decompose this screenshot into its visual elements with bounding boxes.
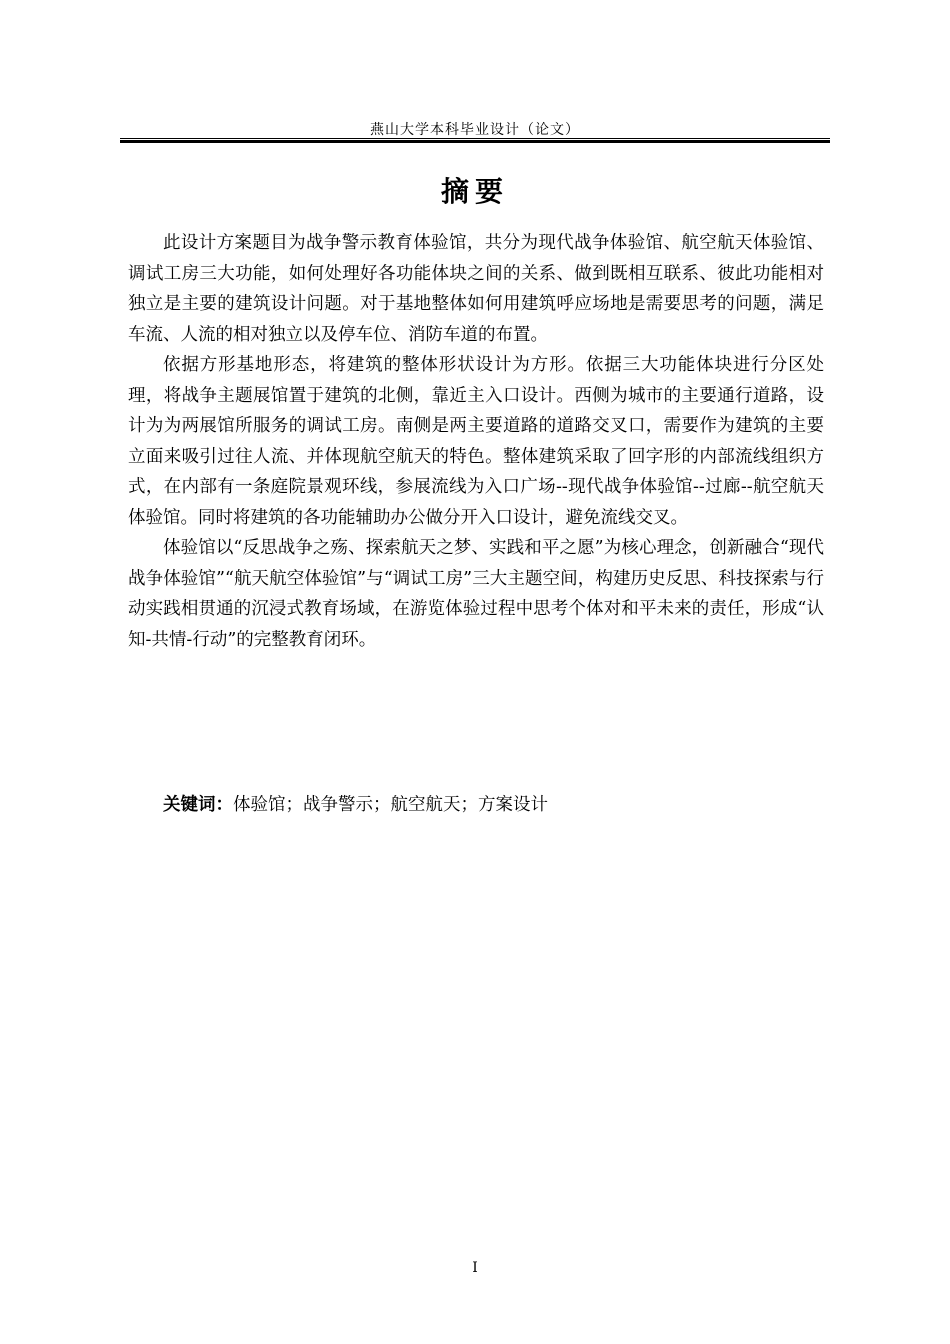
abstract-paragraph-1: 此设计方案题目为战争警示教育体验馆，共分为现代战争体验馆、航空航天体验馆、调试工房三大功能，如何处理好各功能体块之间的关系、做到既相互联系、彼此功能相对独立是主要的建筑设计问题。对于基地整体如何用建筑呼应场地是需要思考的问题，满足车流、人流的相对独立以及停车位、消防车道的布置。 xyxy=(128,233,824,345)
running-header: 燕山大学本科毕业设计（论文） xyxy=(370,122,580,138)
keywords-line xyxy=(163,790,548,820)
header-rule-thick xyxy=(120,140,830,143)
abstract-paragraph-2: 依据方形基地形态，将建筑的整体形状设计为方形。依据三大功能体块进行分区处理，将战争主题展馆置于建筑的北侧，靠近主入口设计。西侧为城市的主要通行道路，设计为为两展馆所服务的调试工房。南侧是两主要道路的道路交叉口，需要作为建筑的主要立面来吸引过往人流、并体现航空航天的特色。整体建筑采取了回字形的内部流线组织方式，在内部有一条庭院景观环线，参展流线为入口广场--现代战争体验馆--过廊--航空航天体验馆。同时将建筑的各功能辅助办公做分开入口设计，避免流线交叉。 xyxy=(128,355,824,528)
abstract-title: 摘要 xyxy=(440,175,509,208)
abstract-body xyxy=(128,228,824,655)
keywords-value: 体验馆；战争警示；航空航天；方案设计 xyxy=(233,795,548,815)
page-number: I xyxy=(472,1260,478,1276)
abstract-paragraph-3: 体验馆以“反思战争之殇、探索航天之梦、实践和平之愿”为核心理念，创新融合“现代战争体验馆”“航天航空体验馆”与“调试工房”三大主题空间，构建历史反思、科技探索与行动实践相贯通的沉浸式教育场域，在游览体验过程中思考个体对和平未来的责任，形成“认知-共情-行动”的完整教育闭环。 xyxy=(128,538,824,650)
keywords-label: 关键词： xyxy=(163,795,233,815)
header-rule-thin xyxy=(120,138,830,139)
